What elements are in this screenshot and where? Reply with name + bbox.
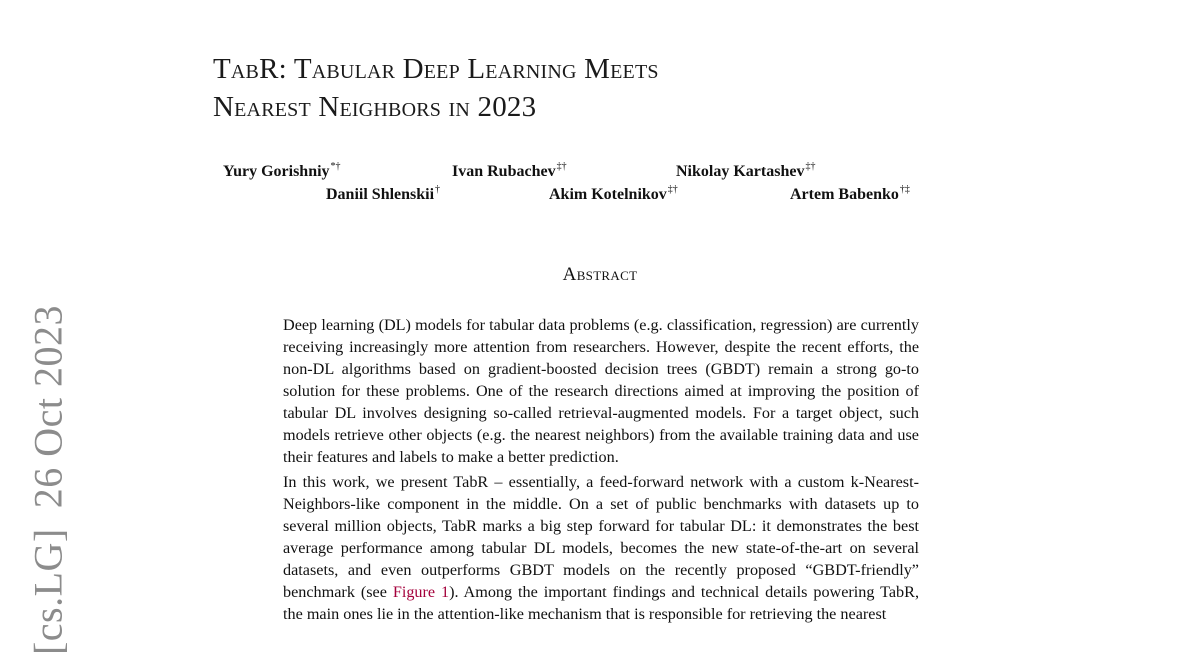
abstract-paragraph xyxy=(283,471,919,625)
paragraph-text: In this work, we present TabR – essentially, a feed-forward network with a custom k-Nearest-Neighbors-like component in the middle. On a set of public benchmarks with datasets up to several million objects, TabR marks a big step forward for tabular DL: it demonstrates the best average performance among tabular DL models, becomes the new state-of-the-art on several datasets, and even outperforms GBDT models on the recently proposed “GBDT-friendly” benchmark (see xyxy=(283,473,919,601)
author-name: Daniil Shlenskii xyxy=(326,186,435,203)
author-affiliation-marks: ‡† xyxy=(556,161,567,172)
arxiv-side-stamp xyxy=(25,305,72,655)
author-affiliation-marks: ‡† xyxy=(805,161,816,172)
figure-1-link[interactable]: Figure 1 xyxy=(392,583,450,601)
arxiv-category: [cs.LG] xyxy=(25,528,71,655)
abstract-body xyxy=(283,314,919,628)
author-name: Akim Kotelnikov xyxy=(549,186,667,203)
author-4 xyxy=(326,186,440,204)
author-2 xyxy=(452,163,567,181)
author-name: Ivan Rubachev xyxy=(452,163,556,180)
author-3 xyxy=(676,163,815,181)
arxiv-date: 26 Oct 2023 xyxy=(25,304,71,509)
author-name: Nikolay Kartashev xyxy=(676,163,805,180)
title-line-1: TabR: Tabular Deep Learning Meets xyxy=(213,53,659,85)
author-name: Yury Gorishniy xyxy=(223,163,330,180)
abstract-paragraph: Deep learning (DL) models for tabular data problems (e.g. classification, regression) are currently receiving increasingly more attention from researchers. However, despite the recent efforts, the non-DL algorithms based on gradient-boosted decision trees (GBDT) remain a strong go-to solution for these problems. One of the research directions aimed at improving the position of tabular DL involves designing so-called retrieval-augmented models. For a target object, such models retrieve other objects (e.g. the nearest neighbors) from the available training data and use their features and labels to make a better prediction. xyxy=(283,316,919,466)
author-affiliation-marks: † xyxy=(435,184,441,195)
author-name: Artem Babenko xyxy=(790,186,899,203)
author-5 xyxy=(549,186,678,204)
author-affiliation-marks: †‡ xyxy=(899,184,910,195)
abstract-heading: Abstract xyxy=(562,264,638,285)
author-1 xyxy=(223,163,341,181)
author-affiliation-marks: ‡† xyxy=(667,184,678,195)
paper-title xyxy=(213,50,913,126)
author-affiliation-marks: *† xyxy=(330,161,341,172)
title-line-2: Nearest Neighbors in 2023 xyxy=(213,91,537,123)
author-6 xyxy=(790,186,910,204)
paragraph-text: ). Among the important findings and technical details powering TabR, the main ones lie in the attention-like mechanism that is responsible for retrieving the nearest xyxy=(283,583,919,623)
